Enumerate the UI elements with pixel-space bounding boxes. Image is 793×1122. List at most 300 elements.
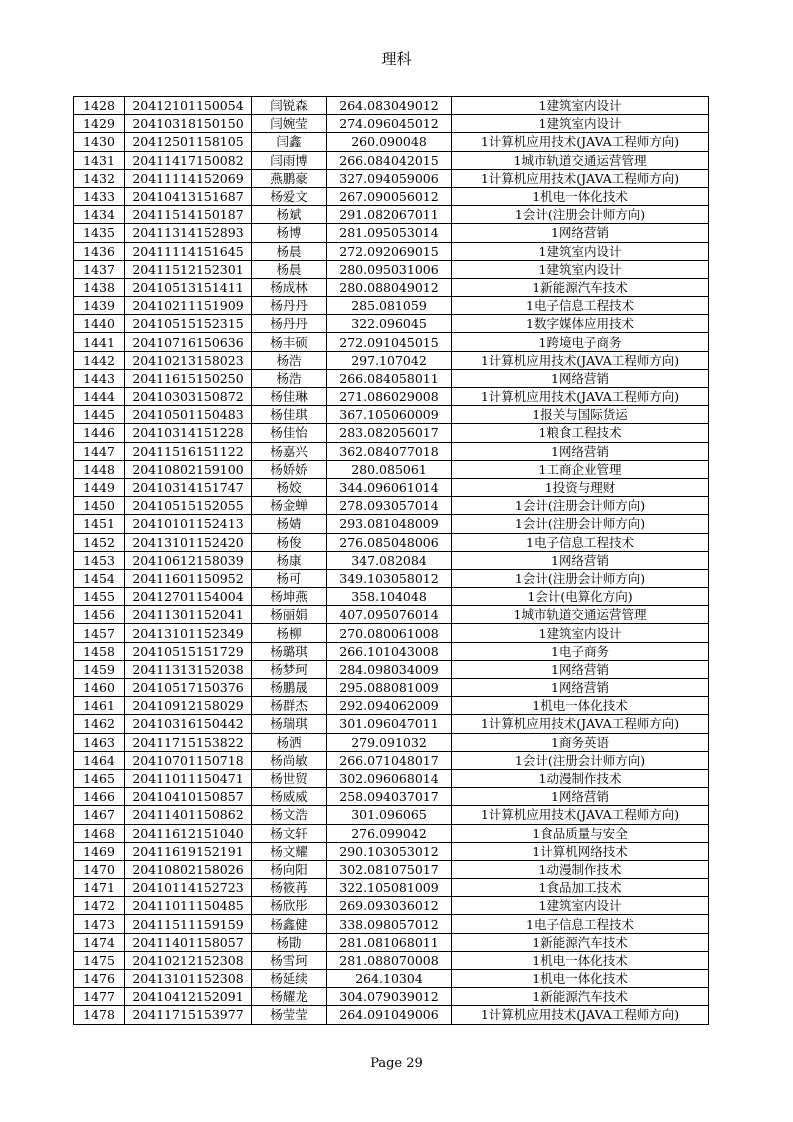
student-id-cell: 20411314152893	[125, 224, 252, 242]
name-cell: 闫锐森	[252, 97, 327, 115]
row-index-cell: 1474	[74, 933, 125, 951]
student-id-cell: 20411601150952	[125, 569, 252, 587]
student-id-cell: 20410716150636	[125, 333, 252, 351]
major-cell: 1计算机应用技术(JAVA工程师方向)	[452, 388, 709, 406]
admission-table	[73, 96, 709, 1025]
name-cell: 闫婉莹	[252, 115, 327, 133]
name-cell: 闫雨博	[252, 151, 327, 169]
table-row	[74, 988, 709, 1006]
major-cell: 1建筑室内设计	[452, 897, 709, 915]
major-cell: 1食品加工技术	[452, 879, 709, 897]
row-index-cell: 1458	[74, 642, 125, 660]
student-id-cell: 20411401158057	[125, 933, 252, 951]
name-cell: 杨晨	[252, 260, 327, 278]
student-id-cell: 20413101152420	[125, 533, 252, 551]
score-cell: 258.094037017	[327, 788, 452, 806]
score-cell: 264.091049006	[327, 1006, 452, 1024]
student-id-cell: 20411516151122	[125, 442, 252, 460]
table-row	[74, 187, 709, 205]
row-index-cell: 1456	[74, 606, 125, 624]
major-cell: 1建筑室内设计	[452, 260, 709, 278]
major-cell: 1城市轨道交通运营管理	[452, 151, 709, 169]
name-cell: 杨姣	[252, 478, 327, 496]
row-index-cell: 1471	[74, 879, 125, 897]
name-cell: 杨浩	[252, 369, 327, 387]
major-cell: 1计算机应用技术(JAVA工程师方向)	[452, 351, 709, 369]
row-index-cell: 1439	[74, 297, 125, 315]
table-row	[74, 315, 709, 333]
score-cell: 293.081048009	[327, 515, 452, 533]
name-cell: 杨坤燕	[252, 588, 327, 606]
table-row	[74, 533, 709, 551]
student-id-cell: 20413101152349	[125, 624, 252, 642]
score-cell: 266.071048017	[327, 751, 452, 769]
major-cell: 1工商企业管理	[452, 460, 709, 478]
major-cell: 1动漫制作技术	[452, 860, 709, 878]
name-cell: 杨勖	[252, 933, 327, 951]
row-index-cell: 1437	[74, 260, 125, 278]
table-row	[74, 588, 709, 606]
row-index-cell: 1468	[74, 824, 125, 842]
student-id-cell: 20413101152308	[125, 970, 252, 988]
name-cell: 杨丹丹	[252, 297, 327, 315]
table-row	[74, 169, 709, 187]
student-id-cell: 20411313152038	[125, 660, 252, 678]
student-id-cell: 20411619152191	[125, 842, 252, 860]
major-cell: 1会计(注册会计师方向)	[452, 206, 709, 224]
score-cell: 322.105081009	[327, 879, 452, 897]
score-cell: 272.092069015	[327, 242, 452, 260]
row-index-cell: 1445	[74, 406, 125, 424]
score-cell: 280.095031006	[327, 260, 452, 278]
table-row	[74, 278, 709, 296]
row-index-cell: 1441	[74, 333, 125, 351]
score-cell: 338.098057012	[327, 915, 452, 933]
student-id-cell: 20411114152069	[125, 169, 252, 187]
table-row	[74, 897, 709, 915]
major-cell: 1新能源汽车技术	[452, 278, 709, 296]
major-cell: 1建筑室内设计	[452, 115, 709, 133]
student-id-cell: 20411511159159	[125, 915, 252, 933]
name-cell: 杨爱文	[252, 187, 327, 205]
major-cell: 1食品质量与安全	[452, 824, 709, 842]
row-index-cell: 1429	[74, 115, 125, 133]
table-row	[74, 260, 709, 278]
name-cell: 杨雪珂	[252, 951, 327, 969]
row-index-cell: 1440	[74, 315, 125, 333]
score-cell: 264.10304	[327, 970, 452, 988]
major-cell: 1电子信息工程技术	[452, 297, 709, 315]
name-cell: 杨金蝉	[252, 497, 327, 515]
major-cell: 1建筑室内设计	[452, 242, 709, 260]
student-id-cell: 20410912158029	[125, 697, 252, 715]
major-cell: 1计算机网络技术	[452, 842, 709, 860]
row-index-cell: 1472	[74, 897, 125, 915]
page-title: 理科	[381, 50, 412, 68]
score-cell: 269.093036012	[327, 897, 452, 915]
major-cell: 1报关与国际货运	[452, 406, 709, 424]
name-cell: 杨尚敏	[252, 751, 327, 769]
score-cell: 322.096045	[327, 315, 452, 333]
table-row	[74, 951, 709, 969]
major-cell: 1机电一体化技术	[452, 970, 709, 988]
major-cell: 1新能源汽车技术	[452, 988, 709, 1006]
score-cell: 276.085048006	[327, 533, 452, 551]
name-cell: 杨威威	[252, 788, 327, 806]
table-row	[74, 351, 709, 369]
score-cell: 270.080061008	[327, 624, 452, 642]
student-id-cell: 20411011150471	[125, 769, 252, 787]
student-id-cell: 20410515151729	[125, 642, 252, 660]
name-cell: 杨柳	[252, 624, 327, 642]
table-row	[74, 733, 709, 751]
name-cell: 杨娇娇	[252, 460, 327, 478]
name-cell: 杨耀龙	[252, 988, 327, 1006]
row-index-cell: 1436	[74, 242, 125, 260]
student-id-cell: 20411615150250	[125, 369, 252, 387]
row-index-cell: 1431	[74, 151, 125, 169]
name-cell: 杨鑫健	[252, 915, 327, 933]
major-cell: 1新能源汽车技术	[452, 933, 709, 951]
row-index-cell: 1452	[74, 533, 125, 551]
page-number: Page 29	[370, 1056, 423, 1071]
major-cell: 1计算机应用技术(JAVA工程师方向)	[452, 133, 709, 151]
major-cell: 1电子信息工程技术	[452, 533, 709, 551]
major-cell: 1计算机应用技术(JAVA工程师方向)	[452, 169, 709, 187]
score-cell: 301.096047011	[327, 715, 452, 733]
student-id-cell: 20412701154004	[125, 588, 252, 606]
score-cell: 304.079039012	[327, 988, 452, 1006]
name-cell: 杨博	[252, 224, 327, 242]
table-row	[74, 515, 709, 533]
score-cell: 295.088081009	[327, 679, 452, 697]
row-index-cell: 1434	[74, 206, 125, 224]
score-cell: 347.082084	[327, 551, 452, 569]
student-id-cell: 20411417150082	[125, 151, 252, 169]
row-index-cell: 1449	[74, 478, 125, 496]
major-cell: 1电子商务	[452, 642, 709, 660]
table-body	[74, 97, 709, 1025]
student-id-cell: 20410701150718	[125, 751, 252, 769]
major-cell: 1网络营销	[452, 660, 709, 678]
major-cell: 1建筑室内设计	[452, 624, 709, 642]
major-cell: 1计算机应用技术(JAVA工程师方向)	[452, 715, 709, 733]
table-row	[74, 478, 709, 496]
table-row	[74, 915, 709, 933]
table-row	[74, 333, 709, 351]
student-id-cell: 20411715153977	[125, 1006, 252, 1024]
table-row	[74, 933, 709, 951]
score-cell: 291.082067011	[327, 206, 452, 224]
row-index-cell: 1478	[74, 1006, 125, 1024]
table-row	[74, 151, 709, 169]
score-cell: 285.081059	[327, 297, 452, 315]
student-id-cell: 20410314151747	[125, 478, 252, 496]
score-cell: 281.081068011	[327, 933, 452, 951]
student-id-cell: 20410513151411	[125, 278, 252, 296]
student-id-cell: 20410303150872	[125, 388, 252, 406]
name-cell: 闫鑫	[252, 133, 327, 151]
table-row	[74, 206, 709, 224]
major-cell: 1机电一体化技术	[452, 187, 709, 205]
score-cell: 349.103058012	[327, 569, 452, 587]
name-cell: 杨嘉兴	[252, 442, 327, 460]
table-row	[74, 715, 709, 733]
major-cell: 1城市轨道交通运营管理	[452, 606, 709, 624]
student-id-cell: 20410316150442	[125, 715, 252, 733]
score-cell: 407.095076014	[327, 606, 452, 624]
score-cell: 271.086029008	[327, 388, 452, 406]
name-cell: 杨佳怡	[252, 424, 327, 442]
name-cell: 杨俊	[252, 533, 327, 551]
table-row	[74, 115, 709, 133]
name-cell: 杨斌	[252, 206, 327, 224]
score-cell: 266.084042015	[327, 151, 452, 169]
major-cell: 1会计(注册会计师方向)	[452, 515, 709, 533]
score-cell: 281.095053014	[327, 224, 452, 242]
name-cell: 杨丰硕	[252, 333, 327, 351]
table-row	[74, 224, 709, 242]
student-id-cell: 20410612158039	[125, 551, 252, 569]
score-cell: 344.096061014	[327, 478, 452, 496]
row-index-cell: 1446	[74, 424, 125, 442]
student-id-cell: 20410515152055	[125, 497, 252, 515]
major-cell: 1会计(注册会计师方向)	[452, 751, 709, 769]
table-row	[74, 660, 709, 678]
row-index-cell: 1433	[74, 187, 125, 205]
row-index-cell: 1470	[74, 860, 125, 878]
row-index-cell: 1454	[74, 569, 125, 587]
name-cell: 杨婧	[252, 515, 327, 533]
major-cell: 1投资与理财	[452, 478, 709, 496]
table-row	[74, 606, 709, 624]
table-row	[74, 970, 709, 988]
name-cell: 杨璐琪	[252, 642, 327, 660]
table-row	[74, 679, 709, 697]
score-cell: 327.094059006	[327, 169, 452, 187]
name-cell: 杨莹莹	[252, 1006, 327, 1024]
score-cell: 281.088070008	[327, 951, 452, 969]
row-index-cell: 1464	[74, 751, 125, 769]
table-row	[74, 497, 709, 515]
table-row	[74, 1006, 709, 1024]
row-index-cell: 1467	[74, 806, 125, 824]
name-cell: 杨延续	[252, 970, 327, 988]
table-row	[74, 406, 709, 424]
major-cell: 1数字媒体应用技术	[452, 315, 709, 333]
major-cell: 1商务英语	[452, 733, 709, 751]
score-cell: 266.084058011	[327, 369, 452, 387]
table-row	[74, 842, 709, 860]
table-row	[74, 460, 709, 478]
score-cell: 362.084077018	[327, 442, 452, 460]
table-row	[74, 824, 709, 842]
row-index-cell: 1462	[74, 715, 125, 733]
score-cell: 278.093057014	[327, 497, 452, 515]
student-id-cell: 20410318150150	[125, 115, 252, 133]
score-cell: 302.081075017	[327, 860, 452, 878]
name-cell: 燕鹏豪	[252, 169, 327, 187]
name-cell: 杨浩	[252, 351, 327, 369]
row-index-cell: 1455	[74, 588, 125, 606]
score-cell: 266.101043008	[327, 642, 452, 660]
name-cell: 杨丽娟	[252, 606, 327, 624]
name-cell: 杨成林	[252, 278, 327, 296]
student-id-cell: 20411612151040	[125, 824, 252, 842]
row-index-cell: 1466	[74, 788, 125, 806]
name-cell: 杨康	[252, 551, 327, 569]
name-cell: 杨鹏晟	[252, 679, 327, 697]
student-id-cell: 20410212152308	[125, 951, 252, 969]
student-id-cell: 20411114151645	[125, 242, 252, 260]
name-cell: 杨文浩	[252, 806, 327, 824]
major-cell: 1网络营销	[452, 369, 709, 387]
name-cell: 杨瑞琪	[252, 715, 327, 733]
table-row	[74, 697, 709, 715]
student-id-cell: 20411715153822	[125, 733, 252, 751]
student-id-cell: 20410410150857	[125, 788, 252, 806]
row-index-cell: 1443	[74, 369, 125, 387]
score-cell: 358.104048	[327, 588, 452, 606]
score-cell: 284.098034009	[327, 660, 452, 678]
score-cell: 290.103053012	[327, 842, 452, 860]
score-cell: 297.107042	[327, 351, 452, 369]
major-cell: 1网络营销	[452, 224, 709, 242]
row-index-cell: 1477	[74, 988, 125, 1006]
row-index-cell: 1442	[74, 351, 125, 369]
student-id-cell: 20410213158023	[125, 351, 252, 369]
row-index-cell: 1461	[74, 697, 125, 715]
score-cell: 280.085061	[327, 460, 452, 478]
row-index-cell: 1448	[74, 460, 125, 478]
table-row	[74, 242, 709, 260]
score-cell: 280.088049012	[327, 278, 452, 296]
row-index-cell: 1463	[74, 733, 125, 751]
row-index-cell: 1450	[74, 497, 125, 515]
score-cell: 302.096068014	[327, 769, 452, 787]
major-cell: 1机电一体化技术	[452, 697, 709, 715]
major-cell: 1建筑室内设计	[452, 97, 709, 115]
name-cell: 杨佳琳	[252, 388, 327, 406]
student-id-cell: 20411401150862	[125, 806, 252, 824]
score-cell: 276.099042	[327, 824, 452, 842]
student-id-cell: 20410101152413	[125, 515, 252, 533]
student-id-cell: 20411514150187	[125, 206, 252, 224]
student-id-cell: 20410802158026	[125, 860, 252, 878]
table-row	[74, 442, 709, 460]
student-id-cell: 20410517150376	[125, 679, 252, 697]
row-index-cell: 1457	[74, 624, 125, 642]
score-cell: 267.090056012	[327, 187, 452, 205]
table-row	[74, 551, 709, 569]
row-index-cell: 1444	[74, 388, 125, 406]
score-cell: 272.091045015	[327, 333, 452, 351]
row-index-cell: 1469	[74, 842, 125, 860]
name-cell: 杨世贸	[252, 769, 327, 787]
name-cell: 杨可	[252, 569, 327, 587]
table-row	[74, 388, 709, 406]
name-cell: 杨向阳	[252, 860, 327, 878]
student-id-cell: 20410314151228	[125, 424, 252, 442]
major-cell: 1动漫制作技术	[452, 769, 709, 787]
table-row	[74, 751, 709, 769]
name-cell: 杨群杰	[252, 697, 327, 715]
student-id-cell: 20412501158105	[125, 133, 252, 151]
table-row	[74, 569, 709, 587]
table-row	[74, 879, 709, 897]
table-row	[74, 860, 709, 878]
row-index-cell: 1430	[74, 133, 125, 151]
score-cell: 367.105060009	[327, 406, 452, 424]
table-row	[74, 133, 709, 151]
score-cell: 274.096045012	[327, 115, 452, 133]
row-index-cell: 1438	[74, 278, 125, 296]
score-cell: 279.091032	[327, 733, 452, 751]
major-cell: 1计算机应用技术(JAVA工程师方向)	[452, 1006, 709, 1024]
name-cell: 杨丹丹	[252, 315, 327, 333]
score-cell: 292.094062009	[327, 697, 452, 715]
student-id-cell: 20410114152723	[125, 879, 252, 897]
name-cell: 杨佳琪	[252, 406, 327, 424]
row-index-cell: 1465	[74, 769, 125, 787]
major-cell: 1会计(电算化方向)	[452, 588, 709, 606]
name-cell: 杨文轩	[252, 824, 327, 842]
row-index-cell: 1473	[74, 915, 125, 933]
major-cell: 1机电一体化技术	[452, 951, 709, 969]
score-cell: 260.090048	[327, 133, 452, 151]
row-index-cell: 1476	[74, 970, 125, 988]
table-row	[74, 806, 709, 824]
row-index-cell: 1428	[74, 97, 125, 115]
student-id-cell: 20411301152041	[125, 606, 252, 624]
major-cell: 1计算机应用技术(JAVA工程师方向)	[452, 806, 709, 824]
student-id-cell: 20410211151909	[125, 297, 252, 315]
table-row	[74, 297, 709, 315]
row-index-cell: 1453	[74, 551, 125, 569]
student-id-cell: 20410412152091	[125, 988, 252, 1006]
row-index-cell: 1459	[74, 660, 125, 678]
table-row	[74, 97, 709, 115]
score-cell: 264.083049012	[327, 97, 452, 115]
student-id-cell: 20410515152315	[125, 315, 252, 333]
major-cell: 1会计(注册会计师方向)	[452, 569, 709, 587]
name-cell: 杨晨	[252, 242, 327, 260]
student-id-cell: 20410413151687	[125, 187, 252, 205]
major-cell: 1粮食工程技术	[452, 424, 709, 442]
major-cell: 1电子信息工程技术	[452, 915, 709, 933]
table-row	[74, 624, 709, 642]
name-cell: 杨欣彤	[252, 897, 327, 915]
major-cell: 1网络营销	[452, 551, 709, 569]
row-index-cell: 1451	[74, 515, 125, 533]
student-id-cell: 20410802159100	[125, 460, 252, 478]
table-row	[74, 788, 709, 806]
student-id-cell: 20412101150054	[125, 97, 252, 115]
table-row	[74, 769, 709, 787]
score-cell: 301.096065	[327, 806, 452, 824]
major-cell: 1网络营销	[452, 442, 709, 460]
table-row	[74, 642, 709, 660]
name-cell: 杨文耀	[252, 842, 327, 860]
student-id-cell: 20411512152301	[125, 260, 252, 278]
major-cell: 1网络营销	[452, 679, 709, 697]
score-cell: 283.082056017	[327, 424, 452, 442]
name-cell: 杨梦珂	[252, 660, 327, 678]
row-index-cell: 1432	[74, 169, 125, 187]
major-cell: 1网络营销	[452, 788, 709, 806]
name-cell: 杨洒	[252, 733, 327, 751]
row-index-cell: 1435	[74, 224, 125, 242]
